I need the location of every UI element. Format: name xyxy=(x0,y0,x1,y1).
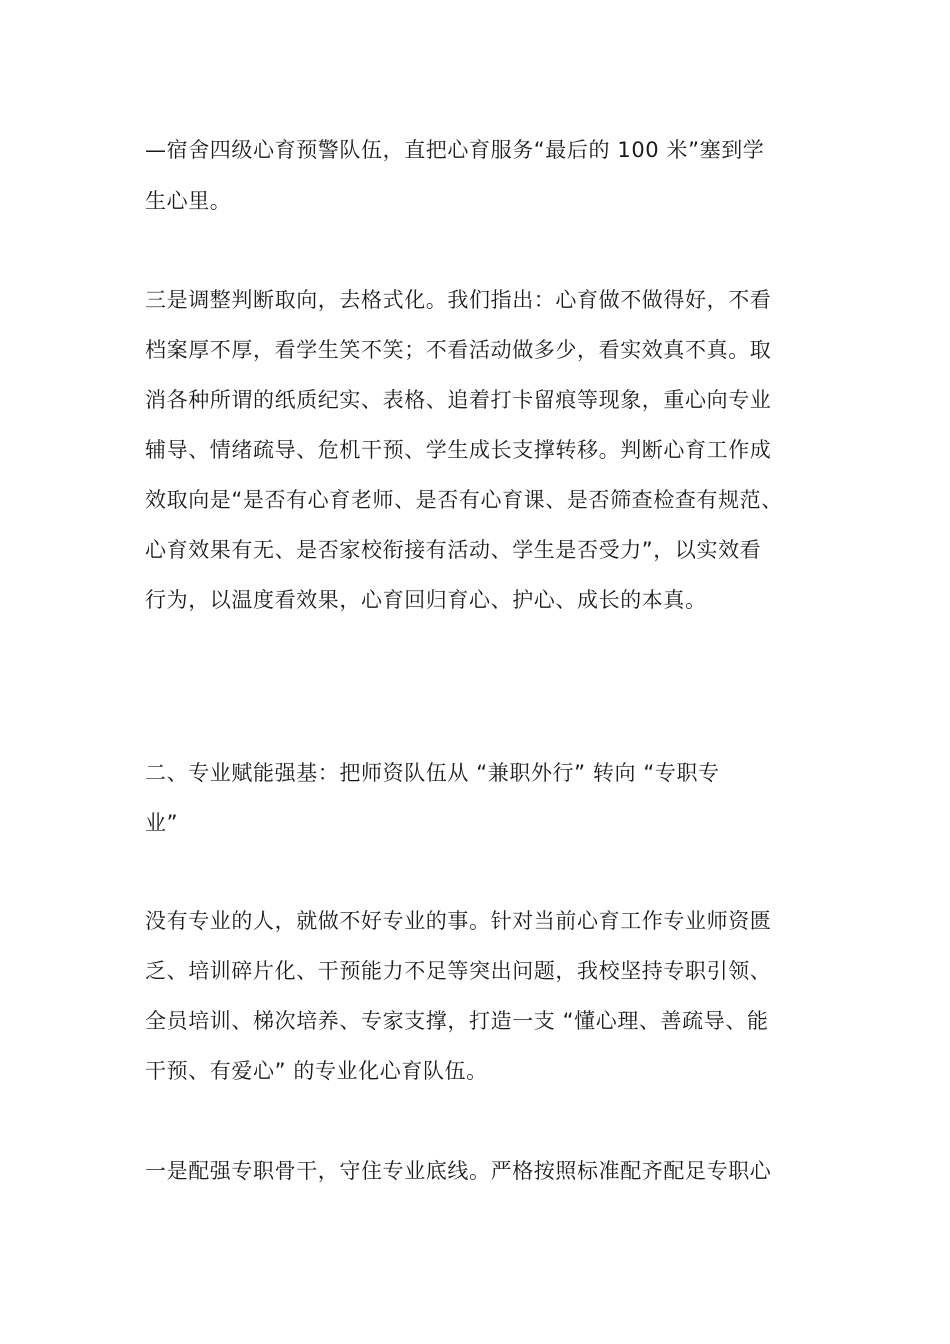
text-line: 全员培训、梯次培养、专家支撑，打造一支 “懂心理、善疏导、能 xyxy=(145,1009,769,1033)
heading-line: 业” xyxy=(145,811,179,835)
text-line: 档案厚不厚，看学生笑不笑；不看活动做多少，看实效真不真。取 xyxy=(145,338,772,362)
text-line: 行为，以温度看效果，心育回归育心、护心、成长的本真。 xyxy=(145,588,707,612)
heading-line: 二、专业赋能强基：把师资队伍从 “兼职外行” 转向 “专职专 xyxy=(145,761,720,785)
text-line: 没有专业的人，就做不好专业的事。针对当前心育工作专业师资匮 xyxy=(145,909,772,933)
text-line: —宿舍四级心育预警队伍，直把心育服务“最后的 100 米”塞到学 xyxy=(145,138,765,162)
text-line: 效取向是“是否有心育老师、是否有心育课、是否筛查检查有规范、 xyxy=(145,488,783,512)
text-line: 三是调整判断取向，去格式化。我们指出：心育做不做得好，不看 xyxy=(145,288,772,312)
text-line: 辅导、情绪疏导、危机干预、学生成长支撑转移。判断心育工作成 xyxy=(145,438,772,462)
text-line: 消各种所谓的纸质纪实、表格、追着打卡留痕等现象，重心向专业 xyxy=(145,388,772,412)
text-line: 乏、培训碎片化、干预能力不足等突出问题，我校坚持专职引领、 xyxy=(145,959,772,983)
text-line: 心育效果有无、是否家校衔接有活动、学生是否受力”，以实效看 xyxy=(145,538,762,562)
text-line: 一是配强专职骨干，守住专业底线。严格按照标准配齐配足专职心 xyxy=(145,1159,772,1183)
text-line: 生心里。 xyxy=(145,189,232,213)
text-line: 干预、有爱心” 的专业化心育队伍。 xyxy=(145,1059,488,1083)
